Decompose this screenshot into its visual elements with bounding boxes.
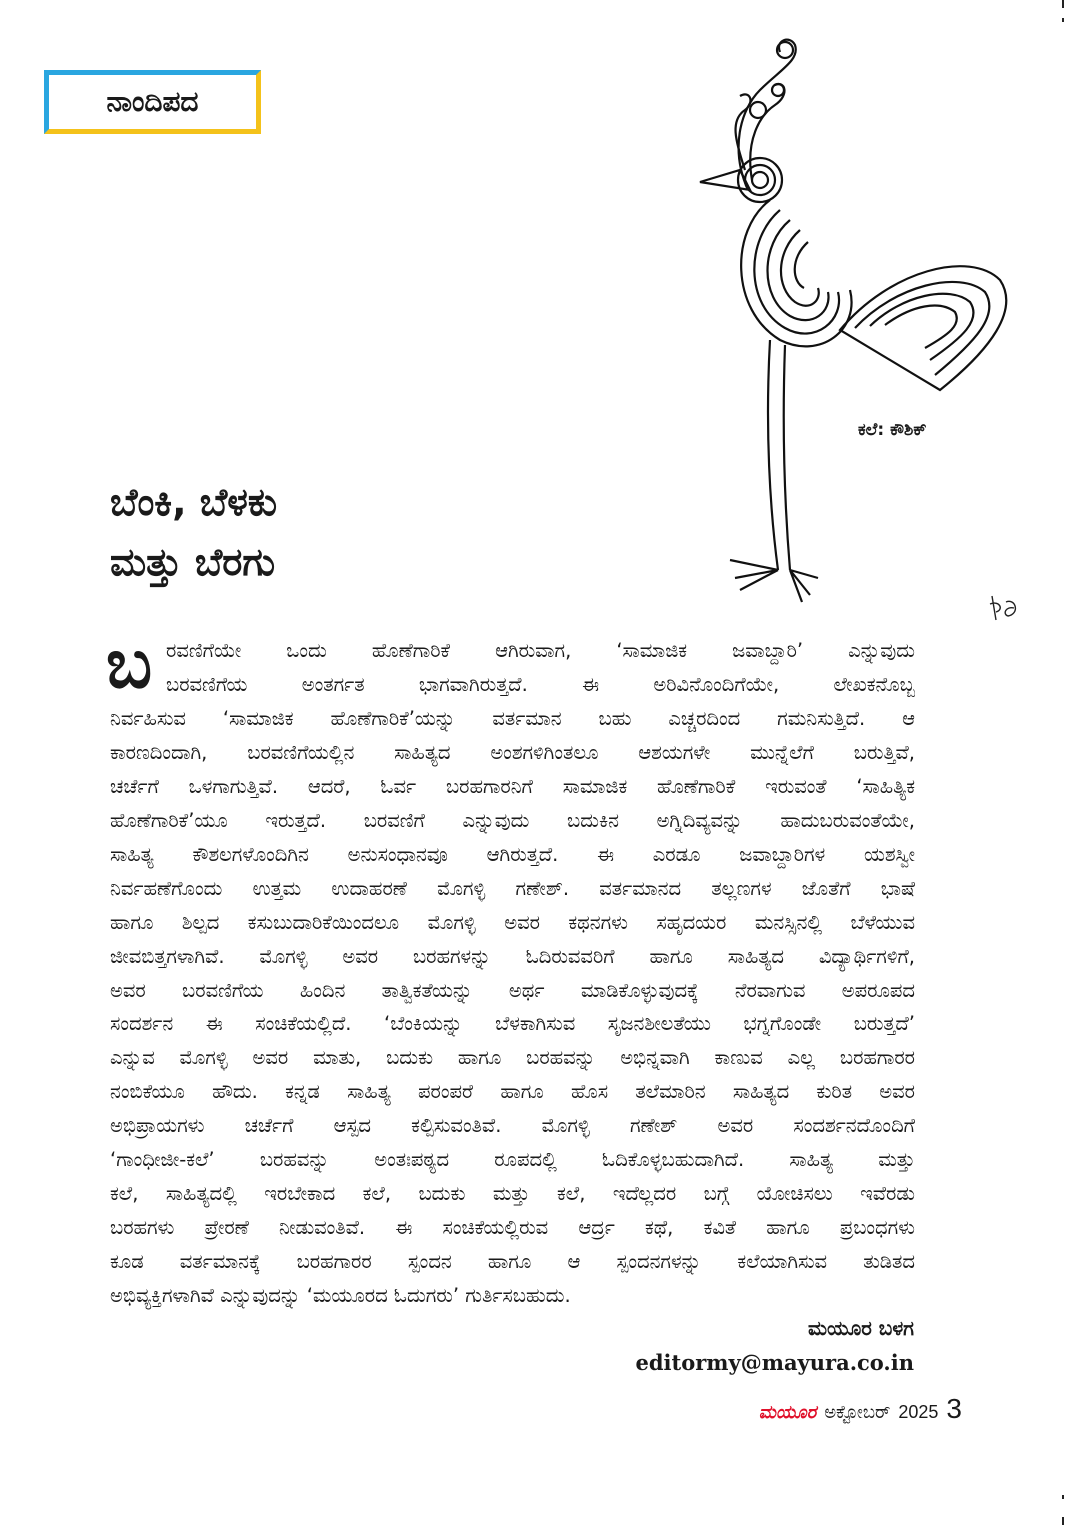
email-link[interactable]: editormy@mayura.co.in <box>635 1350 914 1375</box>
article-line: ಹೊಣೆಗಾರಿಕೆ’ಯೂ ಇರುತ್ತದೆ. ಬರವಣಿಗೆ ಎನ್ನುವುದು ಬದುಕಿನ ಅಗ್ನಿದಿವ್ಯವನ್ನು ಹಾದುಬರುವಂತೆಯೇ, <box>110 808 915 832</box>
article-line: ನಂಬಿಕೆಯೂ ಹೌದು. ಕನ್ನಡ ಸಾಹಿತ್ಯ ಪರಂಪರೆ ಹಾಗೂ ಹೊಸ ತಲೆಮಾರಿನ ಸಾಹಿತ್ಯದ ಕುರಿತ ಅವರ <box>110 1080 915 1104</box>
article-line: ಬರವಣಿಗೆಯ ಅಂತರ್ಗತ ಭಾಗವಾಗಿರುತ್ತದೆ. ಈ ಅರಿವಿನೊಂದಿಗೆಯೇ, ಲೇಖಕನೊಬ್ಬ <box>166 672 915 696</box>
crop-mark <box>1062 0 1064 8</box>
article-line: ನಿರ್ವಹಿಸುವ ‘ಸಾಮಾಜಿಕ ಹೊಣೆಗಾರಿಕೆ’ಯನ್ನು ವರ್ತಮಾನ ಬಹು ಎಚ್ಚರದಿಂದ ಗಮನಿಸುತ್ತಿದೆ. ಆ <box>110 706 915 730</box>
crop-mark <box>1062 18 1064 22</box>
article-line: ನಿರ್ವಹಣೆಗೊಂದು ಉತ್ತಮ ಉದಾಹರಣೆ ಮೊಗಳ್ಳಿ ಗಣೇಶ್. ವರ್ತಮಾನದ ತಲ್ಲಣಗಳ ಜೊತೆಗೆ ಭಾಷೆ <box>110 876 915 900</box>
article-line: ‘ಗಾಂಧೀಜೀ-ಕಲೆ’ ಬರಹವನ್ನು ಅಂತಃಪಠ್ಯದ ರೂಪದಲ್ಲಿ ಓದಿಕೊಳ್ಳಬಹುದಾಗಿದೆ. ಸಾಹಿತ್ಯ ಮತ್ತು <box>110 1148 915 1172</box>
crest-curls <box>736 40 796 190</box>
article-line: ಬರಹಗಳು ಪ್ರೇರಣೆ ನೀಡುವಂತಿವೆ. ಈ ಸಂಚಿಕೆಯಲ್ಲಿರುವ ಆರ್ದ್ರ ಕಥೆ, ಕವಿತೆ ಹಾಗೂ ಪ್ರಬಂಧಗಳು <box>110 1216 915 1240</box>
issue-year: 2025 <box>898 1402 939 1422</box>
article-line: ಅಭಿವ್ಯಕ್ತಿಗಳಾಗಿವೆ ಎನ್ನುವುದನ್ನು ‘ಮಯೂರದ ಓದುಗರು’ ಗುರ್ತಿಸಬಹುದು. <box>110 1284 571 1308</box>
crop-mark <box>1062 1517 1064 1525</box>
crop-mark <box>1062 1495 1064 1499</box>
body-spirals <box>741 200 851 346</box>
article-line: ರವಣಿಗೆಯೇ ಒಂದು ಹೊಣೆಗಾರಿಕೆ ಆಗಿರುವಾಗ, ‘ಸಾಮಾಜಿಕ ಜವಾಬ್ದಾರಿ’ ಎನ್ನುವುದು <box>166 639 915 662</box>
article-title-line-1: ಬೆಂಕಿ, ಬೆಳಕು <box>110 480 278 524</box>
magazine-logo: ಮಯೂರ <box>758 1402 817 1423</box>
article-line: ಕಾರಣದಿಂದಾಗಿ, ಬರವಣಿಗೆಯಲ್ಲಿನ ಸಾಹಿತ್ಯದ ಅಂಶಗಳಿಗಿಂತಲೂ ಆಶಯಗಳೇ ಮುನ್ನೆಲೆಗೆ ಬರುತ್ತಿವೆ, <box>110 740 915 764</box>
legs-and-feet <box>730 340 818 602</box>
article-line: ಸಾಹಿತ್ಯ ಕೌಶಲಗಳೊಂದಿಗಿನ ಅನುಸಂಧಾನವೂ ಆಗಿರುತ್ತದೆ. ಈ ಎರಡೂ ಜವಾಬ್ದಾರಿಗಳ ಯಶಸ್ವೀ <box>110 842 915 866</box>
drop-cap: ಬ <box>106 625 153 704</box>
illustration-caption: ಕಲೆ: ಕೌಶಿಕ್ <box>858 420 927 440</box>
article-line: ಹಾಗೂ ಶಿಲ್ಪದ ಕಸುಬುದಾರಿಕೆಯಿಂದಲೂ ಮೊಗಳ್ಳಿ ಅವರ ಕಥನಗಳು ಸಹೃದಯರ ಮನಸ್ಸಿನಲ್ಲಿ ಬೆಳೆಯುವ <box>110 910 915 934</box>
article-line: ಚರ್ಚೆಗೆ ಒಳಗಾಗುತ್ತಿವೆ. ಆದರೆ, ಓರ್ವ ಬರಹಗಾರನಿಗೆ ಸಾಮಾಜಿಕ ಹೊಣೆಗಾರಿಕೆ ಇರುವಂತೆ ‘ಸಾಹಿತ್ಯಿಕ <box>110 774 915 798</box>
article-line: ಕೂಡ ವರ್ತಮಾನಕ್ಕೆ ಬರಹಗಾರರ ಸ್ಪಂದನ ಹಾಗೂ ಆ ಸ್ಪಂದನಗಳನ್ನು ಕಲೆಯಾಗಿಸುವ ತುಡಿತದ <box>110 1250 915 1274</box>
section-label-text: ನಾಂದಿಪದ <box>106 85 199 118</box>
article-line: ಅಭಿಪ್ರಾಯಗಳು ಚರ್ಚೆಗೆ ಆಸ್ಪದ ಕಲ್ಪಿಸುವಂತಿವೆ. ಮೊಗಳ್ಳಿ ಗಣೇಶ್ ಅವರ ಸಂದರ್ಶನದೊಂದಿಗೆ <box>110 1114 915 1138</box>
article-line: ಎನ್ನುವ ಮೊಗಳ್ಳಿ ಅವರ ಮಾತು, ಬದುಕು ಹಾಗೂ ಬರಹವನ್ನು ಅಭಿನ್ನವಾಗಿ ಕಾಣುವ ಎಲ್ಲ ಬರಹಗಾರರ <box>110 1046 915 1070</box>
peacock-illustration <box>690 30 1030 630</box>
section-label <box>44 70 261 134</box>
article-line: ಜೀವಬಿತ್ತಗಳಾಗಿವೆ. ಮೊಗಳ್ಳಿ ಅವರ ಬರಹಗಳನ್ನು ಓದಿರುವವರಿಗೆ ಹಾಗೂ ಸಾಹಿತ್ಯದ ವಿದ್ಯಾರ್ಥಿಗಳಿಗೆ, <box>110 944 915 968</box>
article-line: ಸಂದರ್ಶನ ಈ ಸಂಚಿಕೆಯಲ್ಲಿದೆ. ‘ಬೆಂಕಿಯನ್ನು ಬೆಳಕಾಗಿಸುವ ಸೃಜನಶೀಲತೆಯು ಭಗ್ನಗೊಂಡೇ ಬರುತ್ತದೆ’ <box>110 1012 915 1036</box>
tail-feathers <box>840 266 1006 390</box>
page-footer <box>759 1393 962 1425</box>
article-line: ಕಲೆ, ಸಾಹಿತ್ಯದಲ್ಲಿ ಇರಬೇಕಾದ ಕಲೆ, ಬದುಕು ಮತ್ತು ಕಲೆ, ಇದೆಲ್ಲದರ ಬಗ್ಗೆ ಯೋಚಿಸಲು ಇವೆರಡು <box>110 1182 915 1206</box>
article-title-line-2: ಮತ್ತು ಬೆರಗು <box>110 540 276 584</box>
article-line: ಅವರ ಬರವಣಿಗೆಯ ಹಿಂದಿನ ತಾತ್ವಿಕತೆಯನ್ನು ಅರ್ಥ ಮಾಡಿಕೊಳ್ಳುವುದಕ್ಕೆ ನೆರವಾಗುವ ಅಪರೂಪದ <box>110 978 915 1002</box>
artist-signature <box>986 590 1026 624</box>
issue-month: ಅಕ್ಟೋಬರ್ <box>824 1402 891 1423</box>
signature: ಮಯೂರ ಬಳಗ <box>808 1316 914 1340</box>
page-number: 3 <box>946 1393 962 1424</box>
